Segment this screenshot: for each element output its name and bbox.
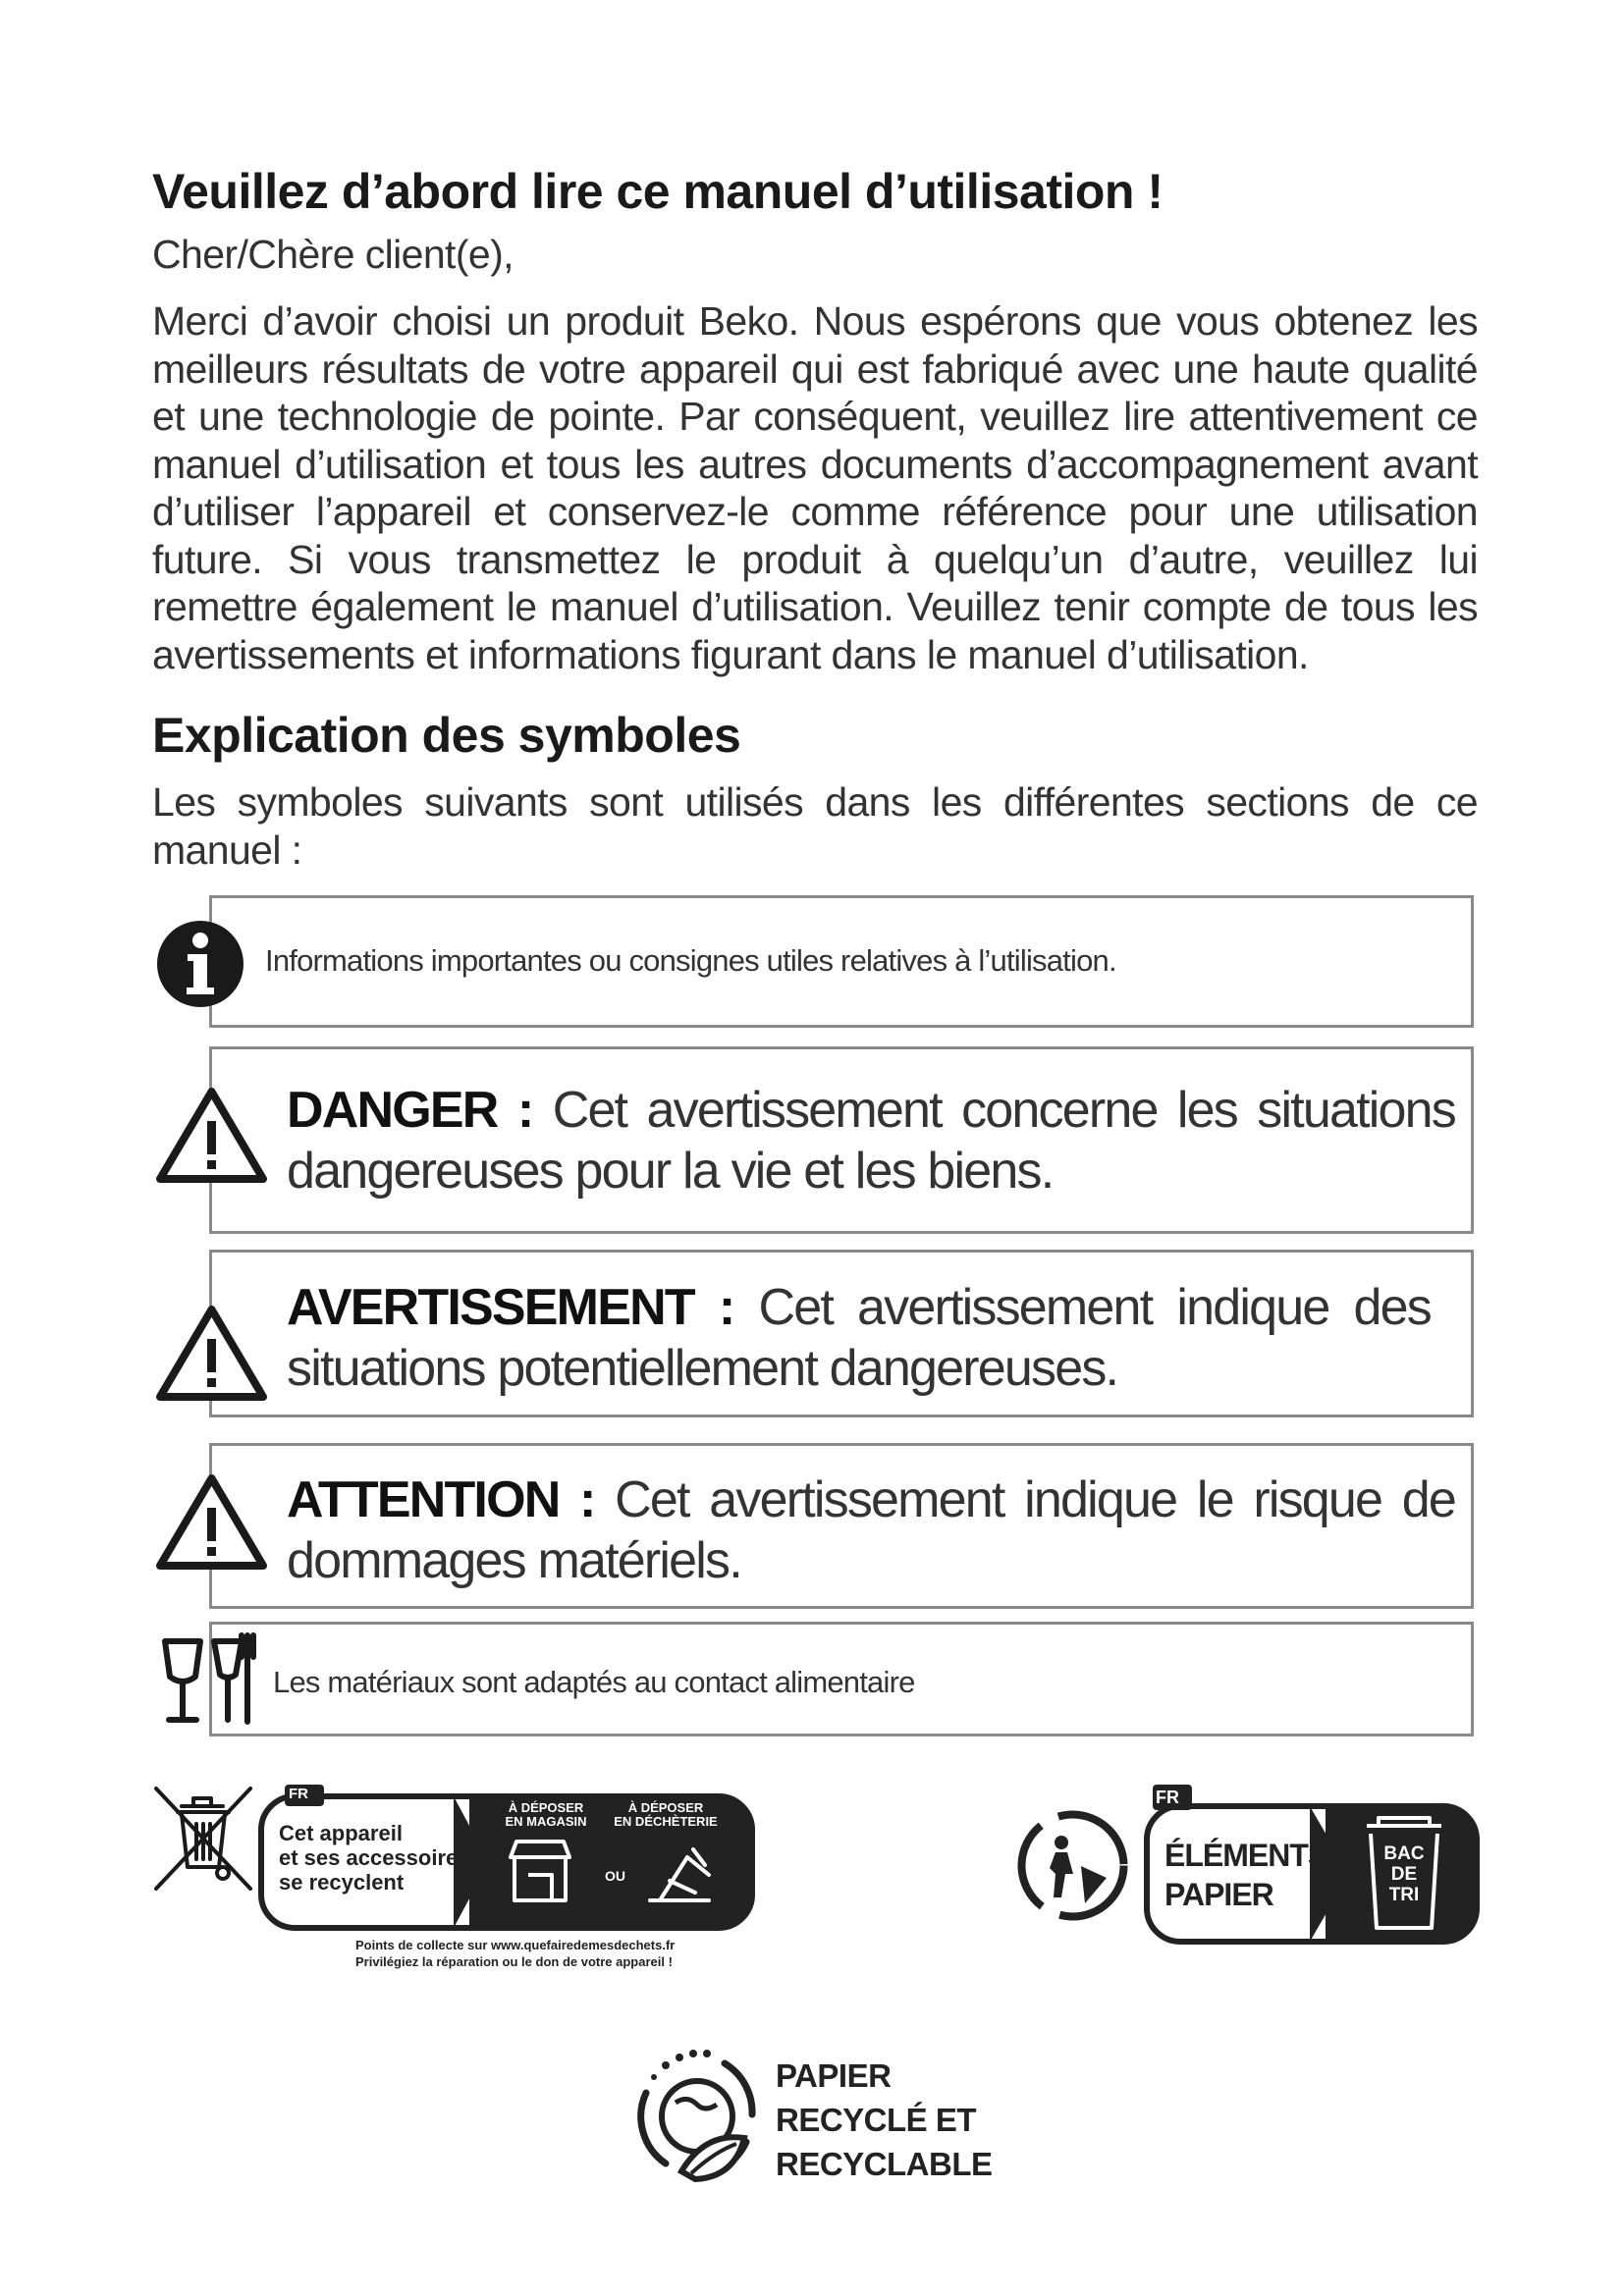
warning-triangle-icon (155, 1086, 268, 1184)
triman-footer: Points de collecte sur www.quefairedemesdechets.fr Privilégiez la réparation ou le don de votre appareil ! (355, 1938, 676, 1969)
crossed-out-bin-icon (152, 1785, 255, 1893)
symbols-title: Explication des symboles (152, 708, 741, 763)
symbols-intro: Les symboles suivants sont utilisés dans les différentes sections de ce manuel : (152, 779, 1478, 873)
warning-description: Cet avertissement indique des situations potentiellement dangereuses. (287, 1279, 1431, 1397)
food-contact-icon (157, 1629, 260, 1728)
recycling-person-icon (1016, 1809, 1129, 1922)
triman-paper-text: ÉLÉMENTS PAPIER (1164, 1838, 1328, 1912)
triman-appliance-text: Cet appareil et ses accessoires se recyclent (279, 1821, 470, 1895)
food-text: Les matériaux sont adaptés au contact alimentaire (273, 1665, 915, 1699)
greeting: Cher/Chère client(e), (152, 232, 514, 277)
info-text: Informations importantes ou consignes utiles relatives à l’utilisation. (265, 943, 1116, 978)
page-title: Veuillez d’abord lire ce manuel d’utilisation ! (152, 164, 1164, 219)
warning-text (287, 1277, 1431, 1399)
triman-shop-label: À DÉPOSER EN MAGASIN (505, 1800, 587, 1829)
danger-text (287, 1080, 1455, 1201)
caution-description: Cet avertissement indique le risque de dommages matériels. (287, 1471, 1455, 1589)
recycled-paper-text: PAPIER RECYCLÉ ET RECYCLABLE (776, 2057, 993, 2182)
caution-text (287, 1469, 1455, 1591)
triman-bin-text: BAC DE TRI (1383, 1843, 1425, 1905)
intro-paragraph: Merci d’avoir choisi un produit Beko. Nous espérons que vous obtenez les meilleurs résultats de votre appareil qui est fabriqué avec une haute qualité et une technologie de pointe. Par conséquent, veuillez lire attentivement ce manuel d’utilisation et tous les autres documents d’accompagnement avant d’utiliser l’appareil et conservez-le comme référence pour une utilisation future. Si vous transmettez le produit à quelqu’un d’autre, veuillez lui remettre également le manuel d’utilisation. Veuillez tenir compte de tous les avertissements et informations figurant dans le manuel d’utilisation. (152, 298, 1478, 677)
triman-or-label: OU (605, 1868, 625, 1884)
danger-label: DANGER : (287, 1082, 533, 1139)
triman-dump-label: À DÉPOSER EN DÉCHÈTERIE (614, 1800, 718, 1829)
triman-paper-country: FR (1156, 1788, 1179, 1807)
info-icon (155, 919, 245, 1009)
triman-country: FR (289, 1786, 308, 1802)
warning-triangle-icon (155, 1472, 268, 1571)
warning-triangle-icon (155, 1304, 268, 1402)
warning-label: AVERTISSEMENT : (287, 1279, 734, 1336)
danger-description: Cet avertissement concerne les situations dangereuses pour la vie et les biens. (287, 1082, 1455, 1200)
recycled-paper-globe-icon (626, 2044, 764, 2191)
caution-label: ATTENTION : (287, 1471, 595, 1528)
